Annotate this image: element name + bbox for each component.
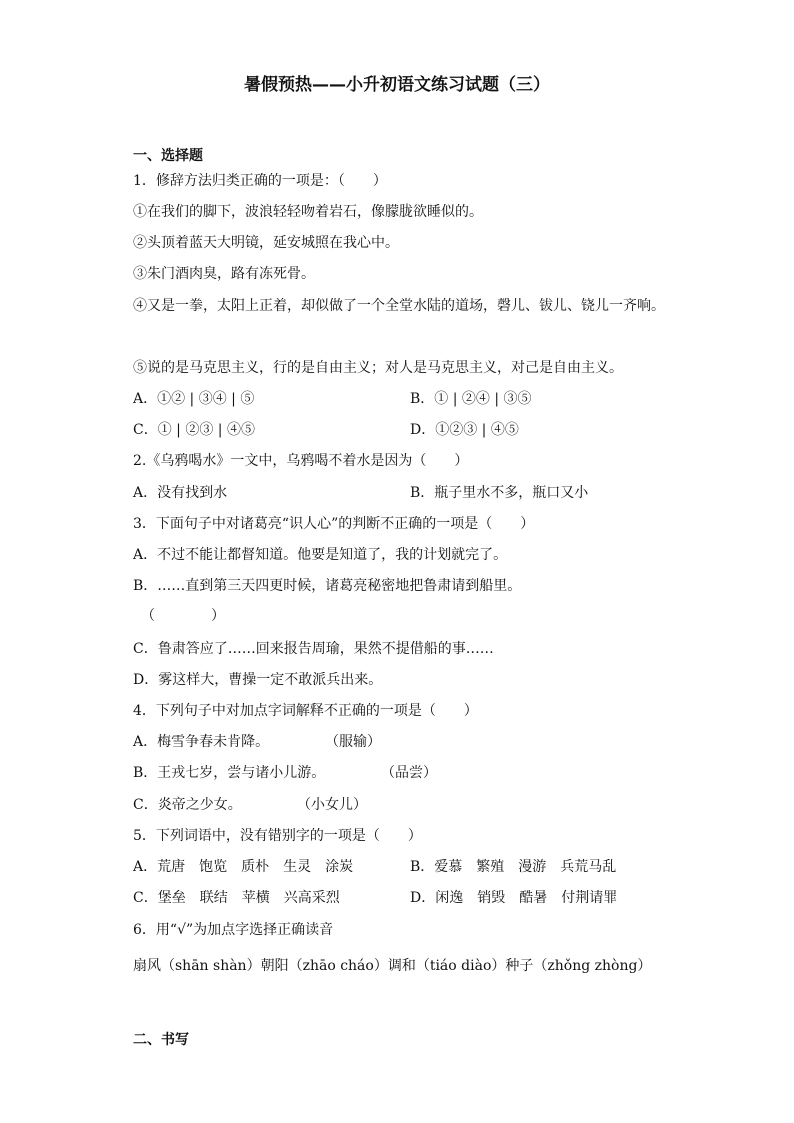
question-5-option-d <box>410 889 631 907</box>
question-3-option-b: B．……直到第三天四更时候，诸葛亮秘密地把鲁肃请到船里。 <box>133 578 522 594</box>
word: A．荒唐 <box>133 859 186 875</box>
question-3-option-c: C．鲁肃答应了……回来报告周瑜，果然不提借船的事…… <box>133 641 494 657</box>
word: 酷暑 <box>519 890 548 906</box>
question-1-sentence-3: ③朱门酒肉臭，路有冻死骨。 <box>133 266 315 282</box>
word: 生灵 <box>283 859 312 875</box>
question-5-option-a <box>133 858 367 876</box>
section-heading-choice: 一、选择题 <box>133 148 203 164</box>
word: 繁殖 <box>476 859 505 875</box>
question-2-option-b: B．瓶子里水不多，瓶口又小 <box>410 485 589 501</box>
question-3-stem: 3．下面句子中对诸葛亮“识人心”的判断不正确的一项是（ ） <box>133 516 535 532</box>
word: 质朴 <box>241 859 270 875</box>
question-4-option-a-note: （服输） <box>325 734 381 750</box>
question-1-option-b: B．① | ②④ | ③⑤ <box>410 391 532 407</box>
question-4-option-c: C．炎帝之少女。 <box>133 797 242 813</box>
question-3-option-d: D．雾这样大，曹操一定不敢派兵出来。 <box>133 672 383 688</box>
question-5-stem: 5．下列词语中，没有错别字的一项是（ ） <box>133 828 422 844</box>
word: 漫游 <box>518 859 547 875</box>
question-2-stem: 2.《乌鸦喝水》一文中，乌鸦喝不着水是因为（ ） <box>133 453 469 469</box>
question-3-option-b-paren: （ ） <box>141 608 225 624</box>
question-1-option-d: D．①②③ | ④⑤ <box>410 422 519 438</box>
question-1-option-c: C．① | ②③ | ④⑤ <box>133 422 255 438</box>
word: 饱览 <box>199 859 228 875</box>
word: 联结 <box>199 890 228 906</box>
question-4-option-c-note: （小女儿） <box>297 797 367 813</box>
word: D．闲逸 <box>410 890 464 906</box>
word: C．堡垒 <box>133 890 186 906</box>
question-4-option-b: B．王戎七岁，尝与诸小儿游。 <box>133 765 326 781</box>
question-1-option-a: A．①② | ③④ | ⑤ <box>133 391 255 407</box>
word: 苹横 <box>241 890 270 906</box>
question-4-option-b-note: （品尝） <box>381 765 437 781</box>
question-6-pinyin-choices: 扇风（shān shàn）朝阳（zhāo cháo）调和（tiáo diào）种子（zhǒng zhòng） <box>133 958 652 974</box>
question-3-option-a: A．不过不能让都督知道。他要是知道了，我的计划就完了。 <box>133 547 508 563</box>
question-5-option-c <box>133 889 354 907</box>
section-heading-writing: 二、书写 <box>133 1032 189 1048</box>
question-6-stem: 6．用“√”为加点字选择正确读音 <box>133 922 334 938</box>
question-4-stem: 4．下列句子中对加点字词解释不正确的一项是（ ） <box>133 703 478 719</box>
question-2-option-a: A．没有找到水 <box>133 485 228 501</box>
page-title: 暑假预热——小升初语文练习试题（三） <box>244 75 550 95</box>
question-1-sentence-4: ④又是一拳，太阳上正着，却似做了一个全堂水陆的道场，磬儿、钹儿、铙儿一齐响。 <box>133 298 665 314</box>
word: B．爱慕 <box>410 859 463 875</box>
word: 兴高采烈 <box>283 890 340 906</box>
question-1-sentence-2: ②头顶着蓝天大明镜，延安城照在我心中。 <box>133 235 399 251</box>
question-1-sentence-5: ⑤说的是马克思主义，行的是自由主义；对人是马克思主义，对己是自由主义。 <box>133 360 623 376</box>
word: 兵荒马乱 <box>560 859 617 875</box>
question-1-sentence-1: ①在我们的脚下，波浪轻轻吻着岩石，像朦胧欲睡似的。 <box>133 204 483 220</box>
word: 销毁 <box>477 890 506 906</box>
question-1-stem: 1．修辞方法归类正确的一项是：（ ） <box>133 173 387 189</box>
word: 付荆请罪 <box>561 890 618 906</box>
question-4-option-a: A．梅雪争春未肯降。 <box>133 734 270 750</box>
word: 涂炭 <box>325 859 354 875</box>
question-5-option-b <box>410 858 630 876</box>
